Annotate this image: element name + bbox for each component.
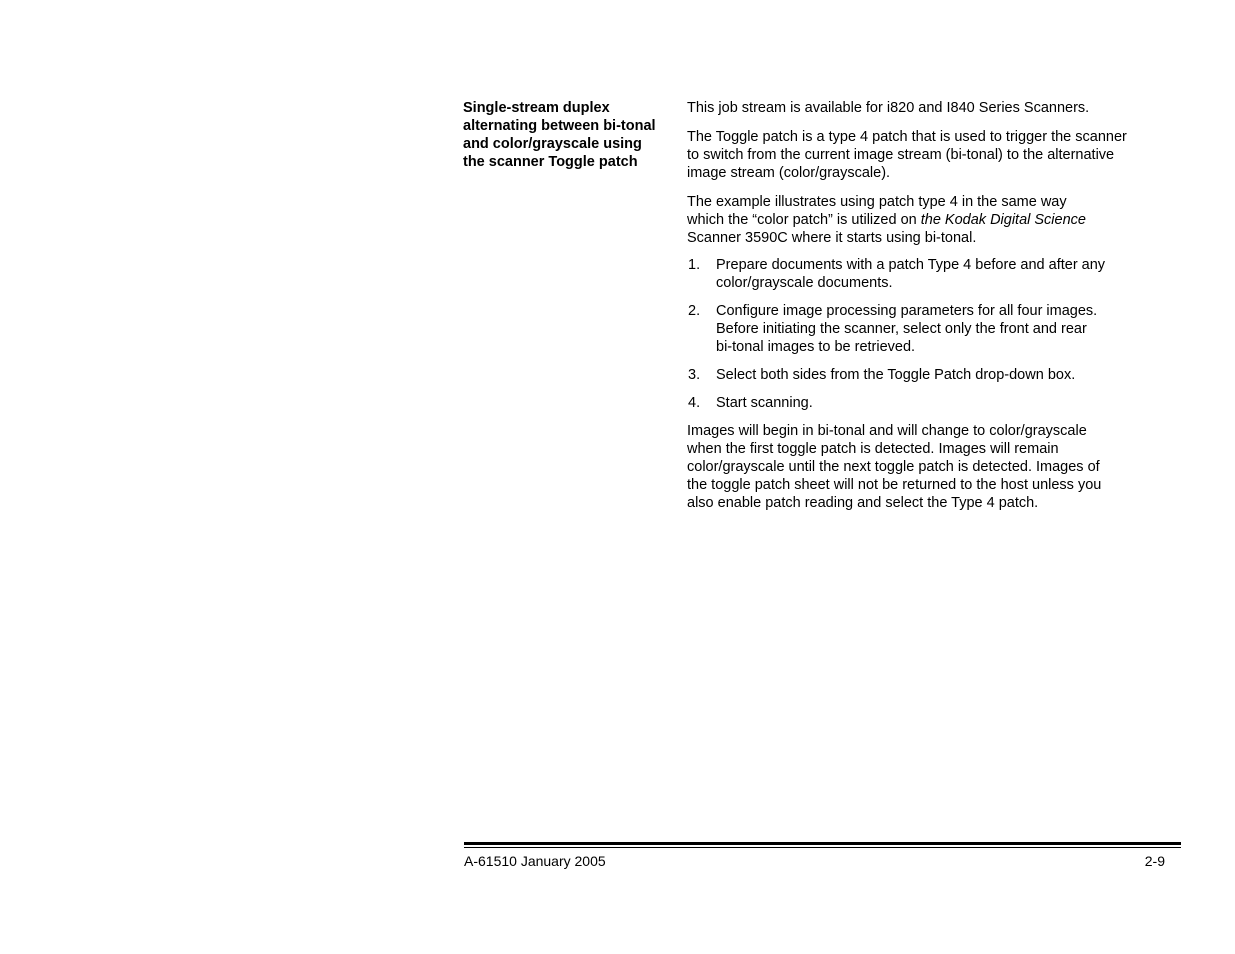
step-text-line: Start scanning. — [716, 395, 813, 411]
footer-rule-thin — [464, 847, 1181, 848]
footer-doc-id: A-61510 January 2005 — [464, 853, 606, 869]
paragraph-line: The example illustrates using patch type 4 in the same way — [687, 194, 1067, 210]
step-text-line: color/grayscale documents. — [716, 275, 893, 291]
paragraph-line: Images will begin in bi-tonal and will change to color/grayscale — [687, 423, 1087, 439]
toggle-patch-paragraph — [687, 128, 1177, 182]
list-item — [687, 302, 1177, 356]
step-number: 3. — [688, 367, 701, 383]
step-text-line: Before initiating the scanner, select only the front and rear — [716, 321, 1087, 337]
section-heading-line: Single-stream duplex — [463, 100, 610, 116]
step-text-line: Configure image processing parameters for all four images. — [716, 303, 1098, 319]
paragraph-text: which the “color patch” is utilized on — [687, 212, 921, 228]
section-heading-line: alternating between bi-tonal — [463, 118, 656, 134]
list-item — [687, 366, 1177, 384]
paragraph-line: to switch from the current image stream (bi-tonal) to the alternative — [687, 147, 1115, 163]
step-number: 2. — [688, 303, 701, 319]
step-text-line: Select both sides from the Toggle Patch drop-down box. — [716, 367, 1076, 383]
paragraph-line: color/grayscale until the next toggle patch is detected. Images of — [687, 459, 1100, 475]
step-text-line: bi-tonal images to be retrieved. — [716, 339, 916, 355]
paragraph-line: the toggle patch sheet will not be returned to the host unless you — [687, 477, 1102, 493]
list-item — [687, 256, 1177, 292]
body-column — [687, 99, 1177, 523]
step-number: 4. — [688, 395, 701, 411]
page-number: 2-9 — [1144, 853, 1165, 869]
steps-list — [687, 256, 1177, 412]
paragraph-line: This job stream is available for i820 and I840 Series Scanners. — [687, 100, 1090, 116]
list-item — [687, 394, 1177, 412]
step-number: 1. — [688, 257, 701, 273]
paragraph-line — [687, 211, 1177, 229]
section-heading-line: and color/grayscale using — [463, 136, 642, 152]
section-heading — [463, 99, 678, 171]
paragraph-line: also enable patch reading and select the Type 4 patch. — [687, 495, 1039, 511]
availability-paragraph — [687, 99, 1177, 117]
result-paragraph — [687, 422, 1177, 512]
paragraph-line: when the first toggle patch is detected. Images will remain — [687, 441, 1059, 457]
paragraph-line: The Toggle patch is a type 4 patch that is used to trigger the scanner — [687, 129, 1127, 145]
step-text-line: Prepare documents with a patch Type 4 before and after any — [716, 257, 1106, 273]
section-heading-line: the scanner Toggle patch — [463, 154, 638, 170]
paragraph-line: Scanner 3590C where it starts using bi-tonal. — [687, 230, 977, 246]
product-name-italic: the Kodak Digital Science — [920, 212, 1086, 228]
footer-rule — [464, 842, 1181, 845]
example-paragraph — [687, 193, 1177, 247]
paragraph-line: image stream (color/grayscale). — [687, 165, 891, 181]
